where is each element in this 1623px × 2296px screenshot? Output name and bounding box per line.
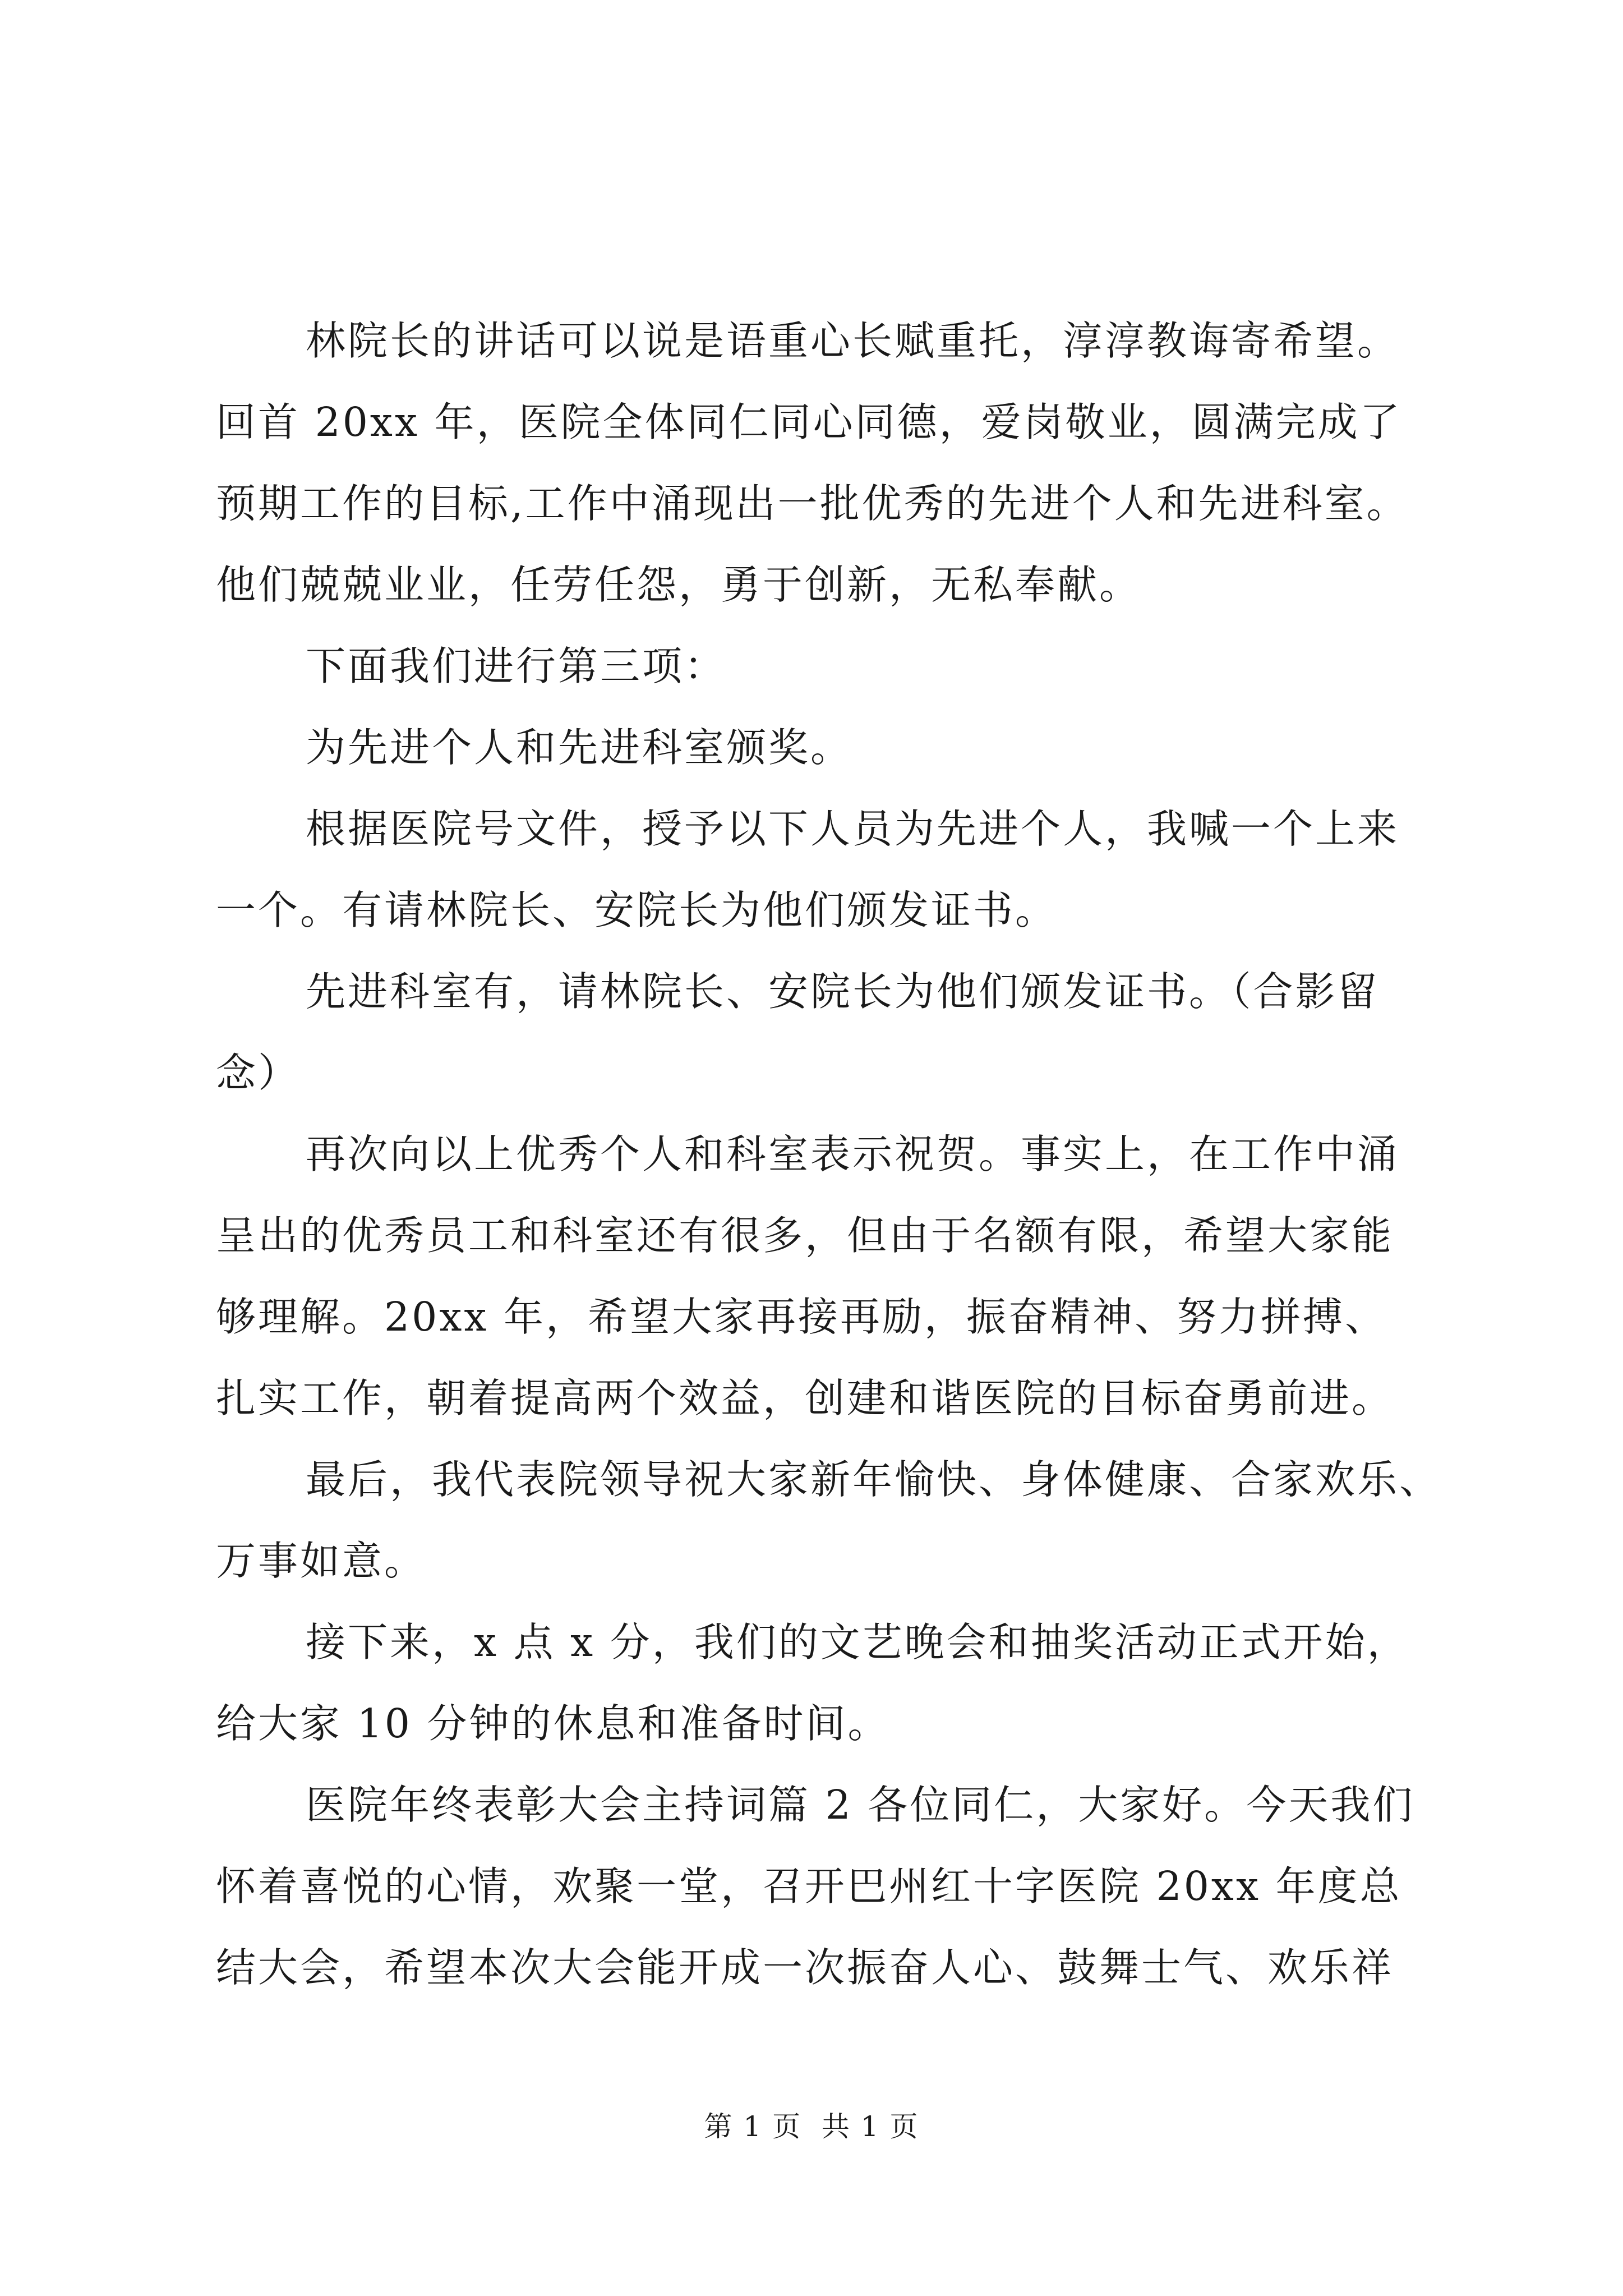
- text-line: 为先进个人和先进科室颁奖。: [306, 724, 853, 771]
- text-line: 林院长的讲话可以说是语重心长赋重托，淳淳教诲寄希望。: [306, 318, 1400, 364]
- text-line: 怀着喜悦的心情，欢聚一堂，召开巴州红十字医院 20xx 年度总: [216, 1863, 1402, 1910]
- text-line: 医院年终表彰大会主持词篇 2 各位同仁，大家好。今天我们: [306, 1782, 1415, 1828]
- text-line: 他们兢兢业业，任劳任怨，勇于创新，无私奉献。: [216, 562, 1142, 608]
- text-line: 一个。有请林院长、安院长为他们颁发证书。: [216, 887, 1058, 933]
- text-line: 扎实工作，朝着提高两个效益，创建和谐医院的目标奋勇前进。: [216, 1375, 1394, 1421]
- text-line: 先进科室有，请林院长、安院长为他们颁发证书。（合影留: [306, 968, 1380, 1015]
- text-line: 念）: [216, 1050, 301, 1096]
- text-line: 呈出的优秀员工和科室还有很多，但由于名额有限，希望大家能: [216, 1212, 1394, 1259]
- text-line: 预期工作的目标,工作中涌现出一批优秀的先进个人和先进科室。: [216, 480, 1409, 527]
- text-line: 最后，我代表院领导祝大家新年愉快、身体健康、合家欢乐、: [306, 1456, 1442, 1503]
- text-line: 接下来，x 点 x 分，我们的文艺晚会和抽奖活动正式开始，: [306, 1619, 1409, 1665]
- text-line: 回首 20xx 年，医院全体同仁同心同德，爱岗敬业，圆满完成了: [216, 399, 1402, 445]
- text-line: 根据医院号文件，授予以下人员为先进个人，我喊一个上来: [306, 806, 1400, 852]
- text-line: 结大会，希望本次大会能开成一次振奋人心、鼓舞士气、欢乐祥: [216, 1944, 1394, 1991]
- text-line: 下面我们进行第三项：: [306, 643, 727, 689]
- page-footer: 第 1 页 共 1 页: [704, 2110, 919, 2143]
- text-line: 给大家 10 分钟的休息和准备时间。: [216, 1700, 890, 1747]
- text-line: 再次向以上优秀个人和科室表示祝贺。事实上，在工作中涌: [306, 1131, 1400, 1177]
- text-line: 够理解。20xx 年，希望大家再接再励，振奋精神、努力拼搏、: [216, 1294, 1387, 1340]
- text-line: 万事如意。: [216, 1538, 427, 1584]
